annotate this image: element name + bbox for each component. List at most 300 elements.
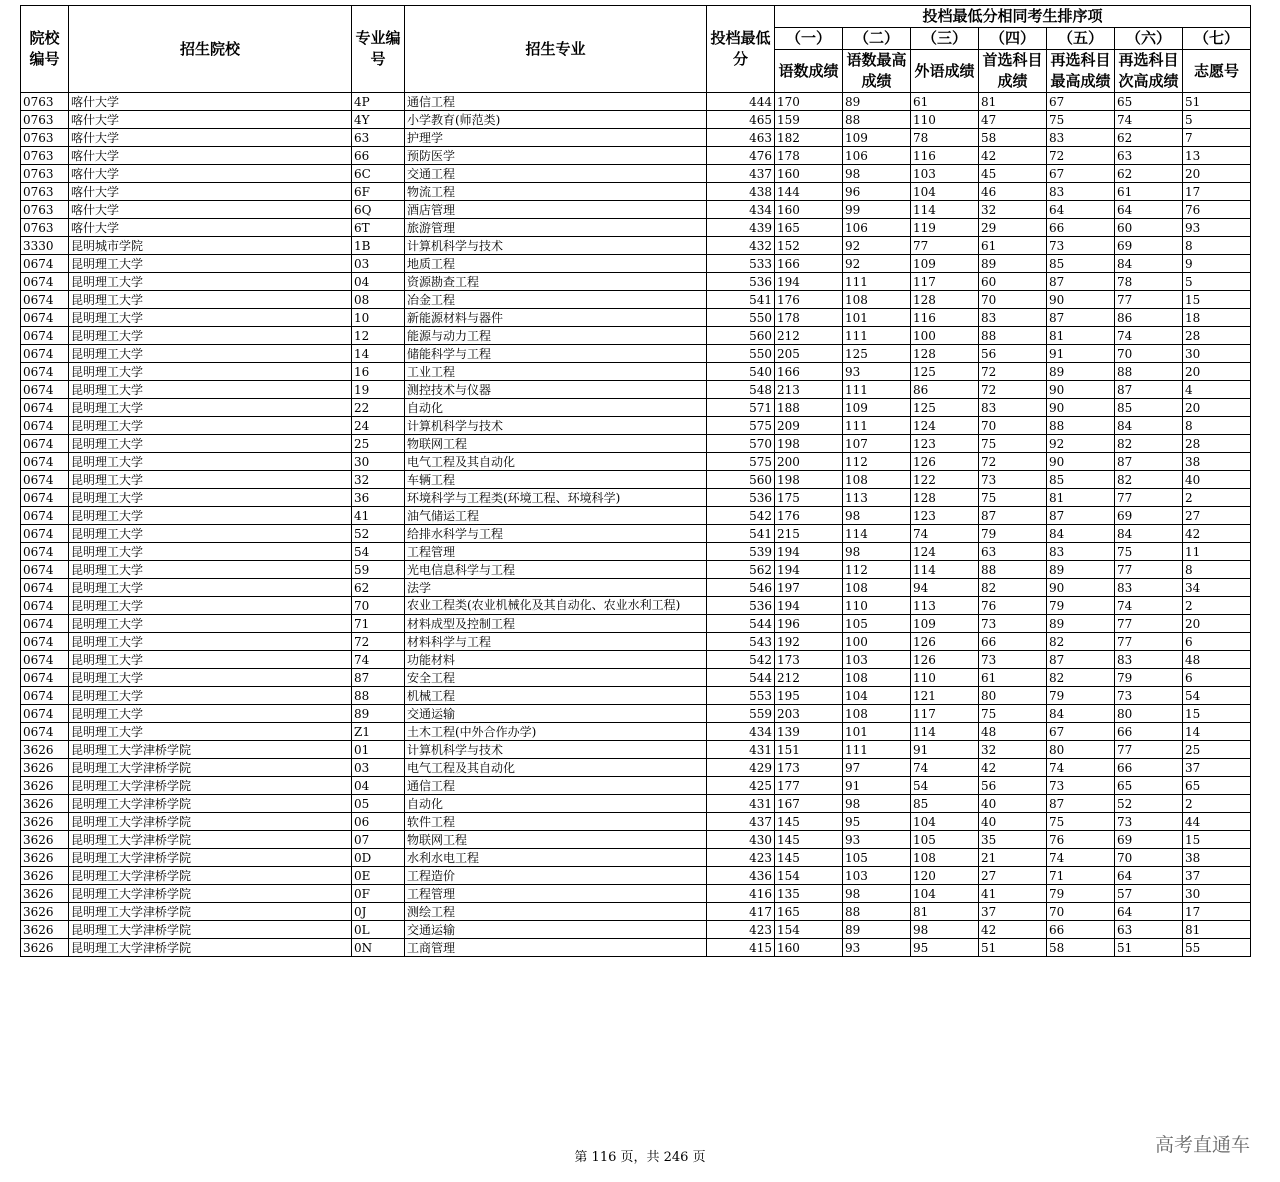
header-ordinal: （五） <box>1047 28 1115 50</box>
cell-chinese-math-score: 139 <box>775 723 843 741</box>
cell-chinese-math-max: 92 <box>843 255 911 273</box>
cell-chinese-math-score: 170 <box>775 93 843 111</box>
cell-elective-second-score: 77 <box>1115 561 1183 579</box>
cell-preference-number: 18 <box>1183 309 1251 327</box>
cell-elective-second-score: 88 <box>1115 363 1183 381</box>
cell-school-code: 0674 <box>21 561 69 579</box>
cell-elective-max-score: 82 <box>1047 633 1115 651</box>
cell-major-name: 能源与动力工程 <box>405 327 707 345</box>
cell-elective-second-score: 85 <box>1115 399 1183 417</box>
cell-chinese-math-score: 200 <box>775 453 843 471</box>
cell-school-code: 3330 <box>21 237 69 255</box>
cell-major-code: 0E <box>352 867 405 885</box>
cell-chinese-math-score: 145 <box>775 813 843 831</box>
cell-school-code: 3626 <box>21 849 69 867</box>
cell-elective-second-score: 66 <box>1115 723 1183 741</box>
cell-foreign-language-score: 113 <box>911 597 979 615</box>
cell-foreign-language-score: 94 <box>911 579 979 597</box>
cell-chinese-math-max: 103 <box>843 651 911 669</box>
cell-min-score: 438 <box>707 183 775 201</box>
cell-chinese-math-score: 160 <box>775 201 843 219</box>
cell-min-score: 550 <box>707 345 775 363</box>
cell-school-code: 0674 <box>21 615 69 633</box>
cell-min-score: 562 <box>707 561 775 579</box>
table-row <box>21 435 1251 453</box>
cell-chinese-math-score: 178 <box>775 147 843 165</box>
cell-school-name: 昆明理工大学 <box>69 669 352 687</box>
cell-school-name: 昆明理工大学 <box>69 363 352 381</box>
cell-elective-second-score: 69 <box>1115 507 1183 525</box>
table-row <box>21 921 1251 939</box>
cell-min-score: 548 <box>707 381 775 399</box>
table-body <box>21 93 1251 957</box>
cell-major-name: 计算机科学与技术 <box>405 741 707 759</box>
cell-foreign-language-score: 105 <box>911 831 979 849</box>
cell-chinese-math-score: 152 <box>775 237 843 255</box>
cell-major-name: 油气储运工程 <box>405 507 707 525</box>
cell-major-name: 资源勘查工程 <box>405 273 707 291</box>
cell-chinese-math-max: 98 <box>843 507 911 525</box>
cell-chinese-math-max: 111 <box>843 417 911 435</box>
cell-school-code: 3626 <box>21 813 69 831</box>
cell-elective-max-score: 85 <box>1047 255 1115 273</box>
cell-school-name: 昆明理工大学津桥学院 <box>69 795 352 813</box>
cell-preference-number: 15 <box>1183 291 1251 309</box>
cell-school-name: 昆明理工大学津桥学院 <box>69 759 352 777</box>
cell-major-name: 安全工程 <box>405 669 707 687</box>
cell-foreign-language-score: 125 <box>911 363 979 381</box>
cell-elective-max-score: 84 <box>1047 705 1115 723</box>
cell-min-score: 575 <box>707 417 775 435</box>
cell-min-score: 550 <box>707 309 775 327</box>
cell-foreign-language-score: 122 <box>911 471 979 489</box>
table-row <box>21 237 1251 255</box>
cell-first-subject-score: 51 <box>979 939 1047 957</box>
cell-foreign-language-score: 114 <box>911 201 979 219</box>
cell-first-subject-score: 89 <box>979 255 1047 273</box>
cell-school-code: 0763 <box>21 183 69 201</box>
cell-school-code: 3626 <box>21 921 69 939</box>
cell-school-code: 0674 <box>21 507 69 525</box>
cell-school-name: 昆明理工大学 <box>69 471 352 489</box>
cell-chinese-math-max: 93 <box>843 363 911 381</box>
cell-major-name: 工程造价 <box>405 867 707 885</box>
cell-chinese-math-max: 98 <box>843 885 911 903</box>
cell-major-code: 66 <box>352 147 405 165</box>
cell-chinese-math-max: 109 <box>843 129 911 147</box>
table-row <box>21 831 1251 849</box>
cell-chinese-math-score: 178 <box>775 309 843 327</box>
cell-elective-max-score: 74 <box>1047 759 1115 777</box>
cell-chinese-math-max: 98 <box>843 543 911 561</box>
cell-major-name: 酒店管理 <box>405 201 707 219</box>
cell-elective-max-score: 89 <box>1047 615 1115 633</box>
cell-foreign-language-score: 125 <box>911 399 979 417</box>
cell-chinese-math-max: 108 <box>843 291 911 309</box>
cell-preference-number: 15 <box>1183 831 1251 849</box>
cell-major-code: 32 <box>352 471 405 489</box>
table-row <box>21 453 1251 471</box>
cell-chinese-math-max: 88 <box>843 111 911 129</box>
cell-school-name: 昆明理工大学 <box>69 507 352 525</box>
cell-major-code: 01 <box>352 741 405 759</box>
cell-elective-max-score: 87 <box>1047 651 1115 669</box>
cell-elective-max-score: 90 <box>1047 579 1115 597</box>
cell-major-code: 72 <box>352 633 405 651</box>
cell-elective-second-score: 65 <box>1115 93 1183 111</box>
cell-min-score: 546 <box>707 579 775 597</box>
cell-chinese-math-score: 205 <box>775 345 843 363</box>
cell-major-name: 工程管理 <box>405 885 707 903</box>
cell-school-code: 3626 <box>21 759 69 777</box>
cell-school-name: 昆明理工大学 <box>69 687 352 705</box>
cell-major-code: 16 <box>352 363 405 381</box>
cell-preference-number: 34 <box>1183 579 1251 597</box>
cell-chinese-math-score: 182 <box>775 129 843 147</box>
cell-school-name: 昆明理工大学 <box>69 399 352 417</box>
cell-preference-number: 6 <box>1183 633 1251 651</box>
cell-elective-max-score: 87 <box>1047 309 1115 327</box>
cell-foreign-language-score: 120 <box>911 867 979 885</box>
cell-chinese-math-max: 89 <box>843 93 911 111</box>
cell-elective-max-score: 64 <box>1047 201 1115 219</box>
cell-preference-number: 42 <box>1183 525 1251 543</box>
cell-school-code: 0763 <box>21 93 69 111</box>
cell-chinese-math-max: 88 <box>843 903 911 921</box>
cell-major-name: 测绘工程 <box>405 903 707 921</box>
cell-foreign-language-score: 123 <box>911 507 979 525</box>
cell-major-code: 54 <box>352 543 405 561</box>
cell-foreign-language-score: 126 <box>911 633 979 651</box>
cell-school-code: 3626 <box>21 777 69 795</box>
cell-chinese-math-max: 108 <box>843 579 911 597</box>
cell-preference-number: 20 <box>1183 399 1251 417</box>
cell-elective-second-score: 70 <box>1115 849 1183 867</box>
cell-school-code: 0674 <box>21 435 69 453</box>
cell-major-code: 87 <box>352 669 405 687</box>
cell-elective-max-score: 75 <box>1047 111 1115 129</box>
cell-first-subject-score: 41 <box>979 885 1047 903</box>
cell-elective-max-score: 88 <box>1047 417 1115 435</box>
cell-preference-number: 37 <box>1183 759 1251 777</box>
cell-preference-number: 48 <box>1183 651 1251 669</box>
cell-foreign-language-score: 74 <box>911 759 979 777</box>
cell-chinese-math-max: 105 <box>843 615 911 633</box>
cell-school-code: 0674 <box>21 291 69 309</box>
cell-chinese-math-max: 103 <box>843 867 911 885</box>
cell-school-name: 喀什大学 <box>69 183 352 201</box>
cell-major-name: 工程管理 <box>405 543 707 561</box>
cell-min-score: 544 <box>707 669 775 687</box>
cell-major-name: 交通工程 <box>405 165 707 183</box>
cell-chinese-math-score: 165 <box>775 903 843 921</box>
table-row <box>21 633 1251 651</box>
cell-chinese-math-score: 213 <box>775 381 843 399</box>
cell-school-code: 0674 <box>21 345 69 363</box>
cell-chinese-math-score: 197 <box>775 579 843 597</box>
cell-first-subject-score: 79 <box>979 525 1047 543</box>
cell-foreign-language-score: 124 <box>911 543 979 561</box>
cell-chinese-math-score: 177 <box>775 777 843 795</box>
cell-elective-second-score: 77 <box>1115 291 1183 309</box>
cell-chinese-math-score: 144 <box>775 183 843 201</box>
cell-major-name: 材料科学与工程 <box>405 633 707 651</box>
cell-school-name: 昆明理工大学 <box>69 345 352 363</box>
cell-chinese-math-max: 101 <box>843 309 911 327</box>
cell-major-name: 计算机科学与技术 <box>405 237 707 255</box>
cell-first-subject-score: 29 <box>979 219 1047 237</box>
cell-chinese-math-max: 92 <box>843 237 911 255</box>
cell-first-subject-score: 81 <box>979 93 1047 111</box>
cell-min-score: 429 <box>707 759 775 777</box>
cell-major-code: 59 <box>352 561 405 579</box>
cell-first-subject-score: 66 <box>979 633 1047 651</box>
cell-chinese-math-score: 166 <box>775 363 843 381</box>
cell-school-name: 昆明理工大学 <box>69 561 352 579</box>
cell-major-code: Z1 <box>352 723 405 741</box>
cell-min-score: 533 <box>707 255 775 273</box>
cell-major-name: 通信工程 <box>405 777 707 795</box>
header-elective-max-score: 再选科目最高成绩 <box>1047 50 1115 93</box>
cell-major-code: 04 <box>352 777 405 795</box>
header-major-name: 招生专业 <box>405 6 707 93</box>
cell-first-subject-score: 45 <box>979 165 1047 183</box>
cell-school-code: 0674 <box>21 381 69 399</box>
cell-school-code: 3626 <box>21 867 69 885</box>
cell-school-code: 0674 <box>21 633 69 651</box>
table-row <box>21 291 1251 309</box>
cell-school-code: 3626 <box>21 831 69 849</box>
cell-chinese-math-score: 173 <box>775 759 843 777</box>
cell-preference-number: 6 <box>1183 669 1251 687</box>
cell-school-name: 昆明理工大学津桥学院 <box>69 777 352 795</box>
table-row <box>21 93 1251 111</box>
cell-preference-number: 55 <box>1183 939 1251 957</box>
cell-preference-number: 4 <box>1183 381 1251 399</box>
cell-elective-max-score: 72 <box>1047 147 1115 165</box>
cell-elective-second-score: 73 <box>1115 687 1183 705</box>
cell-major-name: 农业工程类(农业机械化及其自动化、农业水利工程) <box>405 597 707 615</box>
cell-chinese-math-score: 212 <box>775 669 843 687</box>
cell-chinese-math-max: 109 <box>843 399 911 417</box>
cell-foreign-language-score: 98 <box>911 921 979 939</box>
cell-chinese-math-score: 176 <box>775 291 843 309</box>
cell-foreign-language-score: 86 <box>911 381 979 399</box>
cell-first-subject-score: 56 <box>979 777 1047 795</box>
cell-elective-second-score: 66 <box>1115 759 1183 777</box>
cell-foreign-language-score: 85 <box>911 795 979 813</box>
cell-school-name: 昆明理工大学 <box>69 579 352 597</box>
cell-min-score: 436 <box>707 867 775 885</box>
cell-first-subject-score: 48 <box>979 723 1047 741</box>
cell-foreign-language-score: 81 <box>911 903 979 921</box>
cell-major-name: 工商管理 <box>405 939 707 957</box>
cell-elective-second-score: 87 <box>1115 453 1183 471</box>
cell-school-code: 0763 <box>21 219 69 237</box>
cell-school-code: 0763 <box>21 165 69 183</box>
cell-school-code: 0763 <box>21 129 69 147</box>
cell-elective-max-score: 81 <box>1047 489 1115 507</box>
cell-foreign-language-score: 123 <box>911 435 979 453</box>
cell-min-score: 541 <box>707 291 775 309</box>
table-row <box>21 705 1251 723</box>
cell-preference-number: 17 <box>1183 183 1251 201</box>
cell-foreign-language-score: 126 <box>911 651 979 669</box>
cell-major-code: 6Q <box>352 201 405 219</box>
cell-first-subject-score: 73 <box>979 471 1047 489</box>
table-row <box>21 417 1251 435</box>
cell-min-score: 544 <box>707 615 775 633</box>
cell-chinese-math-max: 100 <box>843 633 911 651</box>
cell-school-name: 昆明理工大学 <box>69 705 352 723</box>
cell-preference-number: 15 <box>1183 705 1251 723</box>
cell-preference-number: 38 <box>1183 453 1251 471</box>
cell-preference-number: 2 <box>1183 795 1251 813</box>
cell-min-score: 559 <box>707 705 775 723</box>
cell-elective-second-score: 75 <box>1115 543 1183 561</box>
cell-elective-second-score: 65 <box>1115 777 1183 795</box>
cell-preference-number: 38 <box>1183 849 1251 867</box>
cell-school-name: 昆明理工大学 <box>69 435 352 453</box>
cell-school-code: 3626 <box>21 795 69 813</box>
cell-chinese-math-score: 209 <box>775 417 843 435</box>
table-row <box>21 147 1251 165</box>
cell-foreign-language-score: 54 <box>911 777 979 795</box>
cell-elective-second-score: 64 <box>1115 903 1183 921</box>
cell-school-code: 3626 <box>21 903 69 921</box>
cell-major-code: 89 <box>352 705 405 723</box>
table-row <box>21 111 1251 129</box>
cell-min-score: 437 <box>707 813 775 831</box>
cell-major-name: 护理学 <box>405 129 707 147</box>
cell-chinese-math-score: 176 <box>775 507 843 525</box>
cell-min-score: 553 <box>707 687 775 705</box>
cell-min-score: 539 <box>707 543 775 561</box>
cell-preference-number: 51 <box>1183 93 1251 111</box>
cell-min-score: 437 <box>707 165 775 183</box>
cell-chinese-math-max: 93 <box>843 939 911 957</box>
cell-major-code: 6T <box>352 219 405 237</box>
cell-school-code: 3626 <box>21 741 69 759</box>
table-row <box>21 723 1251 741</box>
cell-major-name: 计算机科学与技术 <box>405 417 707 435</box>
cell-major-name: 机械工程 <box>405 687 707 705</box>
cell-chinese-math-score: 198 <box>775 435 843 453</box>
header-ordinal: （六） <box>1115 28 1183 50</box>
cell-major-code: 08 <box>352 291 405 309</box>
cell-chinese-math-score: 192 <box>775 633 843 651</box>
cell-elective-max-score: 90 <box>1047 399 1115 417</box>
cell-first-subject-score: 47 <box>979 111 1047 129</box>
cell-school-code: 0763 <box>21 147 69 165</box>
cell-elective-max-score: 89 <box>1047 363 1115 381</box>
cell-chinese-math-score: 154 <box>775 921 843 939</box>
cell-school-name: 昆明理工大学津桥学院 <box>69 813 352 831</box>
cell-major-code: 0F <box>352 885 405 903</box>
cell-school-name: 昆明理工大学 <box>69 291 352 309</box>
cell-school-code: 0674 <box>21 471 69 489</box>
cell-chinese-math-max: 104 <box>843 687 911 705</box>
cell-school-name: 喀什大学 <box>69 111 352 129</box>
table-row <box>21 543 1251 561</box>
cell-major-name: 地质工程 <box>405 255 707 273</box>
cell-elective-max-score: 87 <box>1047 273 1115 291</box>
cell-preference-number: 54 <box>1183 687 1251 705</box>
cell-chinese-math-score: 194 <box>775 561 843 579</box>
cell-school-code: 0674 <box>21 255 69 273</box>
cell-chinese-math-max: 96 <box>843 183 911 201</box>
header-ordinal: （七） <box>1183 28 1251 50</box>
cell-preference-number: 8 <box>1183 561 1251 579</box>
cell-chinese-math-max: 111 <box>843 327 911 345</box>
table-row <box>21 939 1251 957</box>
cell-elective-max-score: 76 <box>1047 831 1115 849</box>
table-row <box>21 867 1251 885</box>
cell-major-code: 0L <box>352 921 405 939</box>
cell-school-name: 昆明理工大学 <box>69 543 352 561</box>
cell-first-subject-score: 83 <box>979 399 1047 417</box>
cell-major-code: 03 <box>352 759 405 777</box>
cell-foreign-language-score: 109 <box>911 255 979 273</box>
cell-foreign-language-score: 116 <box>911 309 979 327</box>
cell-preference-number: 27 <box>1183 507 1251 525</box>
cell-elective-max-score: 73 <box>1047 237 1115 255</box>
cell-elective-second-score: 78 <box>1115 273 1183 291</box>
cell-school-code: 0674 <box>21 309 69 327</box>
table-row <box>21 849 1251 867</box>
header-min-score: 投档最低分 <box>707 6 775 93</box>
cell-foreign-language-score: 114 <box>911 561 979 579</box>
cell-chinese-math-max: 108 <box>843 669 911 687</box>
cell-elective-max-score: 89 <box>1047 561 1115 579</box>
cell-school-code: 0674 <box>21 525 69 543</box>
cell-chinese-math-score: 203 <box>775 705 843 723</box>
cell-major-name: 电气工程及其自动化 <box>405 453 707 471</box>
cell-school-name: 昆明理工大学 <box>69 489 352 507</box>
cell-school-name: 昆明理工大学 <box>69 723 352 741</box>
cell-min-score: 570 <box>707 435 775 453</box>
cell-preference-number: 11 <box>1183 543 1251 561</box>
cell-elective-max-score: 58 <box>1047 939 1115 957</box>
cell-school-name: 昆明理工大学 <box>69 417 352 435</box>
cell-first-subject-score: 56 <box>979 345 1047 363</box>
cell-min-score: 536 <box>707 489 775 507</box>
cell-preference-number: 28 <box>1183 327 1251 345</box>
table-row <box>21 669 1251 687</box>
cell-major-name: 交通运输 <box>405 921 707 939</box>
cell-foreign-language-score: 77 <box>911 237 979 255</box>
table-row <box>21 489 1251 507</box>
cell-major-code: 4P <box>352 93 405 111</box>
cell-elective-second-score: 60 <box>1115 219 1183 237</box>
cell-chinese-math-score: 194 <box>775 273 843 291</box>
table-row <box>21 327 1251 345</box>
table-row <box>21 579 1251 597</box>
cell-major-code: 30 <box>352 453 405 471</box>
cell-preference-number: 20 <box>1183 363 1251 381</box>
cell-min-score: 439 <box>707 219 775 237</box>
cell-min-score: 536 <box>707 597 775 615</box>
cell-elective-second-score: 64 <box>1115 201 1183 219</box>
cell-elective-second-score: 79 <box>1115 669 1183 687</box>
cell-major-name: 物联网工程 <box>405 831 707 849</box>
cell-chinese-math-score: 166 <box>775 255 843 273</box>
cell-min-score: 415 <box>707 939 775 957</box>
table-row <box>21 885 1251 903</box>
cell-major-name: 物流工程 <box>405 183 707 201</box>
cell-chinese-math-max: 108 <box>843 705 911 723</box>
cell-first-subject-score: 70 <box>979 291 1047 309</box>
